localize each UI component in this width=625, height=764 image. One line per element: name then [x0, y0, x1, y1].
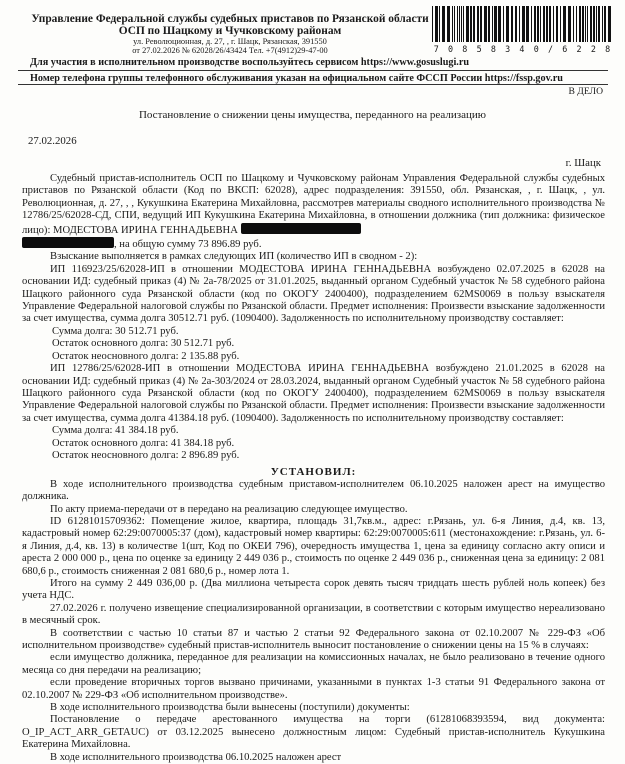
barcode-bar	[531, 6, 532, 42]
barcode-bar	[484, 6, 487, 42]
barcode-bar	[439, 6, 440, 42]
barcode-bar	[515, 6, 517, 42]
ip2-debt: Сумма долга: 41 384.18 руб.	[52, 425, 179, 437]
barcode-bar	[598, 6, 600, 42]
org-name: Управление Федеральной службы судебных приставов по Рязанской области	[31, 13, 429, 25]
barcode-bar	[473, 6, 475, 42]
barcode-bar	[553, 6, 554, 42]
barcode-bar	[563, 6, 566, 42]
total-paragraph: Итого на сумму 2 449 036,00 р. (Два миллиона четыреста сорок девять тысяч тридцать шесть рублей ноль копеек) без учета НДС.	[22, 578, 605, 602]
barcode-bar	[604, 6, 606, 42]
org-address-block	[20, 37, 440, 55]
barcode-bar	[602, 6, 603, 42]
barcode-bar	[498, 6, 501, 42]
redaction-bar	[241, 223, 361, 234]
barcode-bar	[511, 6, 513, 42]
barcode-bar	[522, 6, 525, 42]
barcode-bar	[560, 6, 561, 42]
barcode-bar	[492, 6, 493, 42]
barcode-bar	[546, 6, 548, 42]
barcode-bar	[608, 6, 611, 42]
barcode-number: 7 0 8 5 8 3 4 0 / 6 2 2 8	[433, 44, 613, 54]
case-auction-paragraph: если проведение вторичных торгов вызвано причинами, указанными в пунктах 1-3 статьи 91 Федерального закона от 02.10.2007 № 229-ФЗ «Об исполнительном производстве».	[22, 677, 605, 701]
case-commission-paragraph: если имущество должника, переданное для реализации на комиссионных началах, не было реализовано в течение одного месяца со дня передачи на реализацию;	[22, 652, 605, 676]
barcode-bar	[587, 6, 588, 42]
barcode-bar	[452, 6, 453, 42]
v-delo-mark: В ДЕЛО	[568, 86, 603, 97]
barcode-bar	[549, 6, 551, 42]
barcode-bar	[432, 6, 433, 42]
barcode-bar	[556, 6, 558, 42]
header-divider	[18, 70, 608, 71]
barcode-bar	[579, 6, 581, 42]
barcode-bar	[543, 6, 545, 42]
barcode-bar	[457, 6, 458, 42]
barcode-bar	[506, 6, 509, 42]
barcode-bar	[582, 6, 584, 42]
barcode-bar	[463, 6, 464, 42]
ip2-paragraph: ИП 12786/25/62028-ИП в отношении МОДЕСТОВА ИРИНА ГЕННАДЬЕВНА возбуждено 21.01.2025 в 62028 на основании ИД: судебный приказ (4) № 2а-303/2024 от 28.03.2024, выданный органом Судебный участок № 58 судебного района Шацкого районного суда Рязанской области (код по ОКОГУ 2400400), подразделением 62MS0069 в пользу взыскателя Управление Федеральной налоговой службы по Рязанской области. Предмет исполнения: Произвести взыскание задолженности за счет имущества, сумма долга 41384.18 руб. (1090400). Задолженность по исполнительному производству составляет:	[22, 363, 605, 424]
barcode-bar	[477, 6, 479, 42]
intro-total: , на общую сумму 73 896.89 руб.	[114, 239, 262, 251]
ip1-nonmain-debt: Остаток неосновного долга: 2 135.88 руб.	[52, 350, 240, 362]
intro-paragraph	[22, 173, 605, 251]
barcode-bar	[461, 6, 462, 42]
registration-line: от 27.02.2026 № 62028/26/43424 Тел. +7(4912)29-47-00	[132, 46, 328, 55]
org-division: ОСП по Шацкому и Чучковскому районам	[118, 25, 342, 37]
barcode-bars	[432, 6, 614, 42]
barcode-bar	[442, 6, 445, 42]
document-title: Постановление о снижении цены имущества, переданного на реализацию	[138, 109, 487, 121]
barcode	[432, 6, 614, 52]
barcode-bar	[540, 6, 541, 42]
notice-paragraph: 27.02.2026 г. получено извещение специализированной организации, в соответствии с которым имущество нереализовано в месячный срок.	[22, 602, 605, 627]
barcode-bar	[488, 6, 490, 42]
header-divider-bottom	[18, 84, 608, 85]
barcode-bar	[568, 6, 571, 42]
barcode-bar	[459, 6, 460, 42]
resolution-paragraph: Постановление о передаче арестованного имущества на торги (61281068393594, вид документа: O_IP_ACT_ARR_GETAUC) от 03.12.2025 вынесено должностным лицом: Судебный пристав-исполнитель Кукушкина Екатерина Михайловна.	[22, 714, 605, 751]
document-body	[22, 173, 605, 764]
barcode-bar	[585, 6, 586, 42]
document-city: г. Шацк	[565, 157, 601, 169]
barcode-bar	[576, 6, 577, 42]
property-paragraph: ID 61281015709362: Помещение жилое, квартира, площадь 31,7кв.м., адрес: г.Рязань, ул. 6-я Линия, д.4, кв. 13, кадастровый номер 62:29:0070005:37 (дом), кадастровый номер квартиры: 62:29:0070005:611 (местонахождение: г.Рязань, ул. 6-я Линия, д.4, кв. 13) в количестве 1(шт, Код по ОКЕИ 796), очередность имущества 1, цена за единицу согласно акту описи и ареста 2 000 000 р., цена по оценке за единицу 2 449 036 р., стоимость по оценке 2 449 036 р., сниженная цена за единицу: 2 081 680,6 р., стоимость сниженная 2 081 680,6 р., номер лота 1.	[22, 515, 605, 577]
ip1-debt: Сумма долга: 30 512.71 руб.	[52, 325, 179, 337]
law-paragraph: В соответствии с частью 10 статьи 87 и частью 2 статьи 92 Федерального закона от 02.10.2007 № 229-ФЗ «Об исполнительном производстве» судебный пристав-исполнитель выносит постановление о снижении цены на 15 % в случаях:	[22, 627, 605, 652]
ip1-main-debt: Остаток основного долга: 30 512.71 руб.	[52, 338, 235, 350]
barcode-bar	[534, 6, 536, 42]
barcode-bar	[470, 6, 472, 42]
barcode-bar	[435, 6, 438, 42]
barcode-bar	[519, 6, 520, 42]
barcode-bar	[454, 6, 455, 42]
org-address: ул. Революционная, д. 27, , г. Шацк, Рязанская, 391550	[133, 37, 327, 46]
ip2-nonmain-debt: Остаток неосновного долга: 2 896.89 руб.	[52, 449, 240, 461]
barcode-bar	[466, 6, 469, 42]
redaction-bar	[22, 237, 114, 248]
barcode-bar	[447, 6, 450, 42]
intro-text: Судебный пристав-исполнитель ОСП по Шацкому и Чучковскому районам Управления Федеральной службы судебных приставов по Рязанской области (Код по ВКСП: 62028), адрес подразделения: 391550, обл. Рязанская, , г. Шацк, , ул. Революционная, д. 27, , , Кукушкина Екатерина Михайловна, рассмотрев материалы сводного исполнительного производства № 12786/25/62028-СД, СПИ, ведущий ИП Кукушкина Екатерина Михайловна, в отношении должника (тип должника: физическое лицо): МОДЕСТОВА ИРИНА ГЕННАДЬЕВНА	[22, 173, 605, 236]
barcode-bar	[494, 6, 497, 42]
fssp-phone-notice: Номер телефона группы телефонного обслуживания указан на официальном сайте ФССП России https://fssp.gov.ru	[30, 73, 563, 84]
trailing-paragraph: В ходе исполнительного производства 06.10.2025 наложен арест	[50, 751, 342, 763]
barcode-bar	[503, 6, 504, 42]
gosuslugi-notice: Для участия в исполнительном производстве воспользуйтесь сервисом https://www.gosuslugi.ru	[30, 57, 470, 68]
barcode-bar	[596, 6, 597, 42]
ustanovil-heading: УСТАНОВИЛ:	[270, 466, 357, 479]
arrest-paragraph: В ходе исполнительного производства судебным приставом-исполнителем 06.10.2025 наложен арест на имущество должника.	[22, 478, 605, 503]
barcode-bar	[593, 6, 595, 42]
ip1-paragraph: ИП 116923/25/62028-ИП в отношении МОДЕСТОВА ИРИНА ГЕННАДЬЕВНА возбуждено 02.07.2025 в 62028 на основании ИД: судебный приказ (4) № 2а-78/2025 от 31.01.2025, выданный органом Судебный участок № 58 судебного района Шацкого районного суда Рязанской области (код по ОКОГУ 2400400), подразделением 62MS0069 в пользу взыскателя Управление Федеральной налоговой службы по Рязанской области. Предмет исполнения: Произвести взыскание задолженности за счет имущества, сумма долга 30512.71 руб. (1090400). Задолженность по исполнительному производству составляет:	[22, 263, 605, 325]
ip2-main-debt: Остаток основного долга: 41 384.18 руб.	[52, 437, 235, 449]
barcode-bar	[590, 6, 592, 42]
documents-paragraph: В ходе исполнительного производства были вынесены (поступили) документы:	[50, 702, 410, 714]
collection-line: Взыскание выполняется в рамках следующих ИП (количество ИП в сводном - 2):	[50, 251, 418, 263]
transfer-paragraph: По акту приема-передачи от в передано на реализацию следующее имущество.	[50, 503, 408, 515]
barcode-bar	[526, 6, 529, 42]
document-date: 27.02.2026	[28, 135, 77, 147]
barcode-bar	[537, 6, 539, 42]
barcode-bar	[573, 6, 574, 42]
barcode-bar	[480, 6, 482, 42]
